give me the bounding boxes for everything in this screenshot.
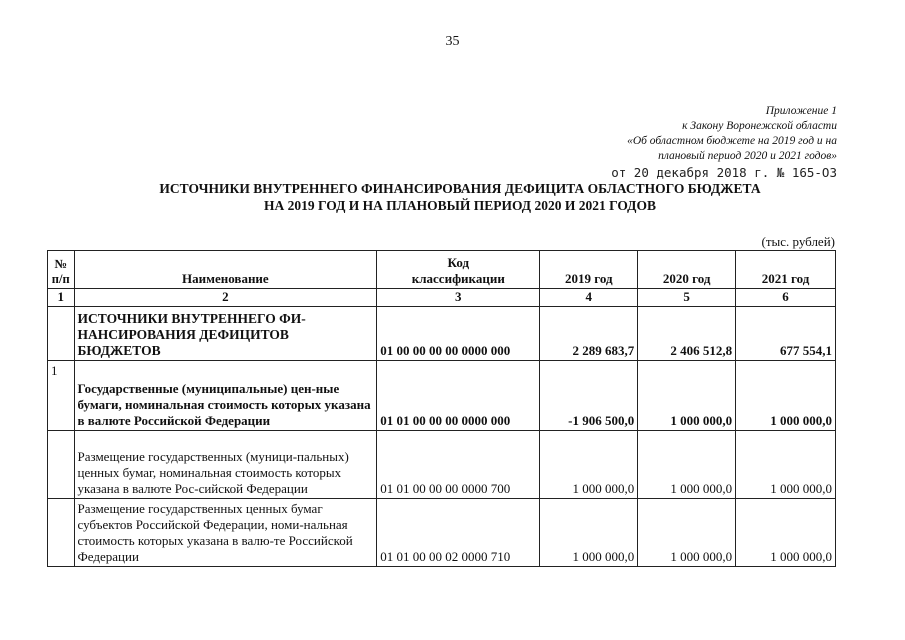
row-code: 01 01 00 00 00 0000 700 [377,431,540,499]
row-value-2020: 2 406 512,8 [638,307,736,361]
row-name: ИСТОЧНИКИ ВНУТРЕННЕГО ФИ-НАНСИРОВАНИЯ ДЕФИЦИТОВ БЮДЖЕТОВ [74,307,377,361]
appendix-line-3: «Об областном бюджете на 2019 год и на [627,135,837,147]
header-code-line-2: классификации [411,271,505,286]
row-value-2019: 1 000 000,0 [540,431,638,499]
column-index: 1 [48,289,75,307]
row-value-2021: 1 000 000,0 [736,361,836,431]
row-value-2019: 2 289 683,7 [540,307,638,361]
header-code-line-1: Код [447,255,470,270]
table-row [48,499,836,567]
row-code: 01 01 00 00 02 0000 710 [377,499,540,567]
row-value-2021: 677 554,1 [736,307,836,361]
column-index: 4 [540,289,638,307]
row-value-2021: 1 000 000,0 [736,499,836,567]
row-value-2020: 1 000 000,0 [638,361,736,431]
page-number: 35 [445,34,460,49]
table-row [48,361,836,431]
header-2019: 2019 год [540,251,638,289]
title-line-1: ИСТОЧНИКИ ВНУТРЕННЕГО ФИНАНСИРОВАНИЯ ДЕФИЦИТА ОБЛАСТНОГО БЮДЖЕТА [159,181,761,196]
header-2021: 2021 год [736,251,836,289]
appendix-line-2: к Закону Воронежской области [682,120,837,132]
row-value-2019: 1 000 000,0 [540,499,638,567]
header-number-line-2: п/п [51,272,70,286]
row-code: 01 01 00 00 00 0000 000 [377,361,540,431]
header-number [48,251,75,289]
column-index: 3 [377,289,540,307]
law-date-stamp: от 20 декабря 2018 г. № 165-ОЗ [611,165,837,180]
table-row [48,431,836,499]
row-value-2020: 1 000 000,0 [638,431,736,499]
row-name: Размещение государственных (муници-пальных) ценных бумаг, номинальная стоимость которых указана в валюте Рос-сийской Федерации [74,431,377,499]
appendix-line-4: плановый период 2020 и 2021 годов» [658,150,837,162]
title-line-2: НА 2019 ГОД И НА ПЛАНОВЫЙ ПЕРИОД 2020 И 2021 ГОДОВ [264,198,656,213]
units-label: (тыс. рублей) [761,234,835,249]
header-code [377,251,540,289]
appendix-line-1: Приложение 1 [765,105,837,117]
table-header-row [48,251,836,289]
appendix-block [627,104,837,164]
table-row [48,307,836,361]
row-number [48,307,75,361]
row-number [48,499,75,567]
header-number-line-1: № [54,257,68,271]
document-title [60,180,860,214]
row-value-2020: 1 000 000,0 [638,499,736,567]
column-index: 2 [74,289,377,307]
row-value-2019: -1 906 500,0 [540,361,638,431]
row-number [48,431,75,499]
header-name: Наименование [74,251,377,289]
row-name: Размещение государственных ценных бумаг субъектов Российской Федерации, номи-нальная стоимость которых указана в валю-те Российской Федерации [74,499,377,567]
budget-sources-table [47,250,836,567]
row-name: Государственные (муниципальные) цен-ные бумаги, номинальная стоимость которых указана в валюте Российской Федерации [74,361,377,431]
column-index: 6 [736,289,836,307]
row-number: 1 [48,361,75,431]
row-value-2021: 1 000 000,0 [736,431,836,499]
header-2020: 2020 год [638,251,736,289]
row-code: 01 00 00 00 00 0000 000 [377,307,540,361]
column-index: 5 [638,289,736,307]
column-index-row [48,289,836,307]
